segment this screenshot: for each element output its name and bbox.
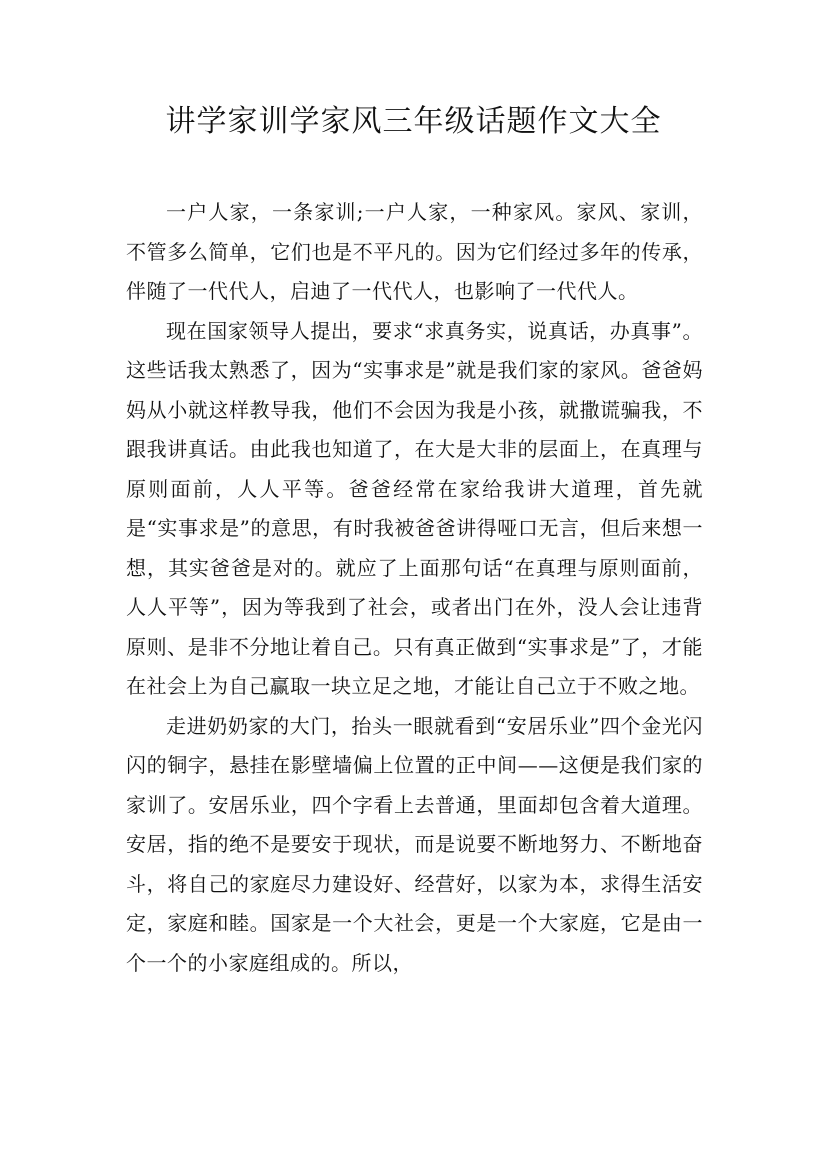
paragraph: 走进奶奶家的大门，抬头一眼就看到“安居乐业”四个金光闪闪的铜字，悬挂在影壁墙偏上位置的正中间——这便是我们家的家训了。安居乐业，四个字看上去普通，里面却包含着大道理。安居，指的绝不是要安于现状，而是说要不断地努力、不断地奋斗，将自己的家庭尽力建设好、经营好，以家为本，求得生活安定，家庭和睦。国家是一个大社会，更是一个大家庭，它是由一个一个的小家庭组成的。所以， — [126, 713, 703, 975]
document-body — [126, 193, 703, 983]
paragraph: 现在国家领导人提出，要求“求真务实，说真话，办真事”。这些话我太熟悉了，因为“实事求是”就是我们家的家风。爸爸妈妈从小就这样教导我，他们不会因为我是小孩，就撒谎骗我，不跟我讲真话。由此我也知道了，在大是大非的层面上，在真理与原则面前，人人平等。爸爸经常在家给我讲大道理，首先就是“实事求是”的意思，有时我被爸爸讲得哑口无言，但后来想一想，其实爸爸是对的。就应了上面那句话“在真理与原则面前，人人平等”，因为等我到了社会，或者出门在外，没人会让违背原则、是非不分地让着自己。只有真正做到“实事求是”了，才能在社会上为自己赢取一块立足之地，才能让自己立于不败之地。 — [126, 318, 703, 698]
document-title: 讲学家训学家风三年级话题作文大全 — [165, 104, 662, 139]
paragraph: 一户人家，一条家训;一户人家，一种家风。家风、家训，不管多么简单，它们也是不平凡的。因为它们经过多年的传承，伴随了一代代人，启迪了一代代人，也影响了一代代人。 — [126, 200, 703, 303]
